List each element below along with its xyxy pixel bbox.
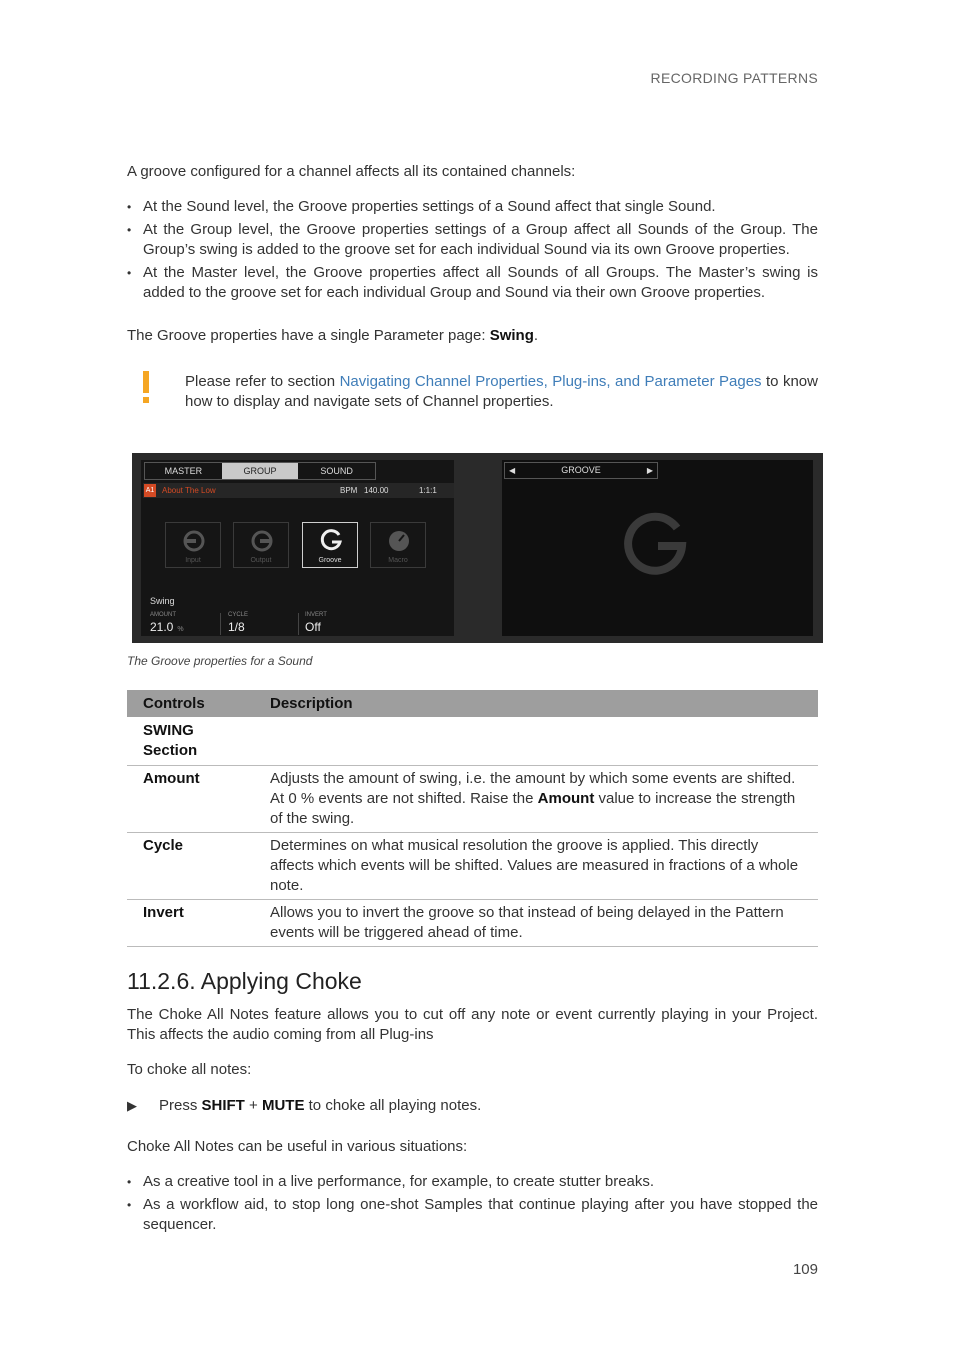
choke-intro: The Choke All Notes feature allows you to cut off any note or event currently playing in your Project. This affects the audio coming from all Plug-ins: [127, 1006, 818, 1043]
pattern-slot-badge: A1: [144, 484, 156, 497]
groove-icon: [318, 528, 344, 554]
divider: [220, 613, 221, 635]
divider: [298, 613, 299, 635]
list-item: • At the Group level, the Groove properties settings of a Group affect all Sounds of the Group. The Group’s swing is added to the groove set for each individual Sound via its own Groove properties.: [127, 220, 818, 260]
bpm-readout: BPM 140.00: [340, 486, 389, 495]
intro-paragraph: A groove configured for a channel affects all its contained channels:: [127, 163, 576, 180]
groove-logo-icon: [622, 512, 688, 578]
page-number: 109: [792, 1261, 818, 1278]
warning-icon: [140, 371, 152, 405]
groove-button[interactable]: Groove: [302, 522, 358, 568]
table-row: Cycle Determines on what musical resolution the groove is applied. This directly affects which events will be shifted. Values are measured in fractions of a whole note.: [127, 833, 818, 900]
note-text: Please refer to section Navigating Channel Properties, Plug-ins, and Parameter Pages to know how to display and navigate sets of Channel properties.: [185, 373, 818, 410]
pattern-name: About The Low: [162, 486, 216, 495]
figure-caption: The Groove properties for a Sound: [127, 654, 313, 668]
choke-use-list: [127, 1172, 818, 1238]
instruction-step: ▶ Press SHIFT + MUTE to choke all playing notes.: [127, 1097, 482, 1114]
table-section-row: SWING Section: [127, 717, 818, 766]
invert-parameter[interactable]: INVERT Off: [305, 612, 327, 634]
running-header: RECORDING PATTERNS: [650, 70, 818, 86]
channel-tabs: [144, 462, 376, 480]
macro-knob-icon: [386, 528, 412, 554]
tab-group[interactable]: GROUP: [222, 463, 299, 479]
output-icon: [249, 528, 275, 554]
table-header: Controls Description: [127, 690, 818, 717]
macro-button[interactable]: Macro: [370, 522, 426, 568]
amount-parameter[interactable]: AMOUNT 21.0 %: [150, 612, 184, 634]
groove-level-list: [127, 197, 818, 306]
choke-lead: To choke all notes:: [127, 1061, 252, 1078]
list-item: • At the Sound level, the Groove properties settings of a Sound affect that single Sound.: [127, 197, 818, 217]
table-row: Amount Adjusts the amount of swing, i.e. the amount by which some events are shifted. At 0 % events are not shifted. Raise the Amount value to increase the strength of the swing.: [127, 766, 818, 833]
input-button[interactable]: Input: [165, 522, 221, 568]
section-link[interactable]: Navigating Channel Properties, Plug-ins, and Parameter Pages: [339, 373, 762, 390]
tab-master[interactable]: MASTER: [164, 466, 203, 476]
input-icon: [181, 528, 207, 554]
next-arrow-icon[interactable]: ▶: [646, 466, 653, 475]
tab-sound[interactable]: SOUND: [320, 466, 353, 476]
list-item: • As a creative tool in a live performance, for example, to create stutter breaks.: [127, 1172, 818, 1192]
cycle-parameter[interactable]: CYCLE 1/8: [228, 612, 249, 634]
step-arrow-icon: ▶: [127, 1098, 137, 1113]
controls-table: [127, 690, 818, 947]
list-item: • At the Master level, the Groove properties affect all Sounds of all Groups. The Master’s swing is added to the groove set for each individual Group and Sound via their own Groove properties.: [127, 263, 818, 303]
table-row: Invert Allows you to invert the groove so that instead of being delayed in the Pattern events will be triggered ahead of time.: [127, 900, 818, 947]
list-item: • As a workflow aid, to stop long one-shot Samples that continue playing after you have stopped the sequencer.: [127, 1195, 818, 1235]
previous-arrow-icon[interactable]: ◀: [509, 466, 516, 475]
choke-use: Choke All Notes can be useful in various situations:: [127, 1138, 468, 1155]
output-button[interactable]: Output: [233, 522, 289, 568]
parameter-page-title: Swing: [150, 596, 175, 606]
section-heading: 11.2.6. Applying Choke: [127, 968, 362, 994]
position-readout: 1:1:1: [419, 486, 437, 495]
parameter-page-line: The Groove properties have a single Parameter page: Swing.: [127, 327, 539, 344]
groove-header: ◀ GROOVE ▶: [504, 462, 658, 479]
